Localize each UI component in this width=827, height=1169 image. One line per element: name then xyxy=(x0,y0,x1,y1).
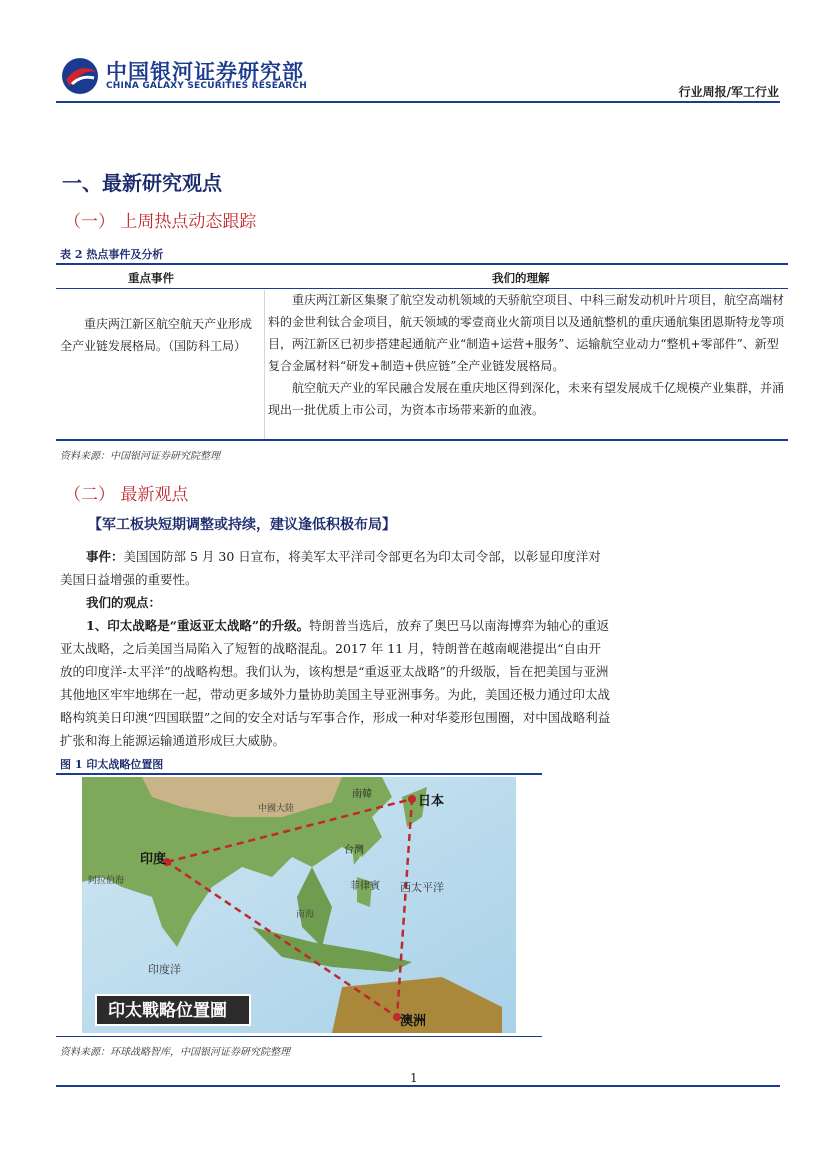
map-label-korea: 南韓 xyxy=(352,789,372,800)
subsection-title-hot-events: （一） 上周热点动态跟踪 xyxy=(64,212,257,232)
point1-bold: 1、印太战略是“重返亚太战略”的升级。 xyxy=(86,618,310,633)
view-label: 我们的观点： xyxy=(86,595,162,610)
header-divider xyxy=(56,101,780,103)
footer-divider xyxy=(56,1085,780,1087)
map-label-arabian-sea: 阿拉伯海 xyxy=(88,876,125,886)
logo-text-en: CHINA GALAXY SECURITIES RESEARCH xyxy=(106,81,307,91)
indo-pacific-map xyxy=(82,777,516,1033)
table-cell-analysis xyxy=(268,289,784,421)
table-bottom-rule xyxy=(56,439,788,441)
logo-text-cn: 中国银河证券研究部 xyxy=(106,60,304,84)
figure-top-rule xyxy=(56,773,542,775)
map-label-taiwan: 台灣 xyxy=(344,845,364,856)
table-column-divider xyxy=(264,290,265,440)
table-caption: 表 2 热点事件及分析 xyxy=(60,248,164,261)
table-header-analysis: 我们的理解 xyxy=(492,271,550,285)
section-title: 一、最新研究观点 xyxy=(62,171,222,195)
body-text xyxy=(60,545,612,752)
figure-caption: 图 1 印太战略位置图 xyxy=(60,758,164,771)
map-title: 印太戰略位置圖 xyxy=(108,1001,227,1021)
thesis-title: 【军工板块短期调整或持续，建议逢低积极布局】 xyxy=(88,517,396,533)
report-type-label: 行业周报/军工行业 xyxy=(678,85,779,99)
map-label-australia: 澳洲 xyxy=(400,1014,427,1029)
table-header xyxy=(56,266,788,288)
map-label-philippines: 菲律賓 xyxy=(350,881,380,892)
analysis-paragraph: 航空航天产业的军民融合发展在重庆地区得到深化，未来有望发展成千亿规模产业集群，并涌现出一批优质上市公司，为资本市场带来新的血液。 xyxy=(268,381,785,417)
map-label-west-pacific: 西太平洋 xyxy=(400,881,444,894)
table-cell-event: 重庆两江新区航空航天产业形成全产业链发展格局。（国防科工局） xyxy=(60,317,253,353)
point1-paragraph xyxy=(60,614,612,752)
point1-text: 特朗普当选后，放弃了奥巴马以南海博弈为轴心的重返亚太战略，之后美国当局陷入了短暂的战略混乱。2017 年 11 月，特朗普在越南岘港提出“自由开放的印度洋-太平洋”的战略构想。我们认为，该构想是“重返亚太战略”的升级版，旨在把美国与亚洲其他地区牢牢地绑在一起，带动更多域外力量协助美国主导亚洲事务。为此，美国还极力通过印太战略构筑美日印澳“四国联盟”之间的安全对话与军事合作，形成一种对华菱形包围圈，对中国战略利益扩张和海上能源运输通道形成巨大威胁。 xyxy=(60,618,611,748)
table-header-event: 重点事件 xyxy=(128,271,174,285)
map-label-south-sea: 南海 xyxy=(296,910,315,920)
subsection-title-latest-view: （二） 最新观点 xyxy=(64,485,189,505)
view-label-paragraph xyxy=(60,591,612,614)
map-label-india: 印度 xyxy=(140,852,167,867)
table-top-rule xyxy=(56,263,788,265)
map-label-japan: 日本 xyxy=(418,794,445,809)
table-source: 资料来源：中国银河证券研究院整理 xyxy=(60,451,220,462)
figure-source: 资料来源：环球战略智库，中国银河证券研究院整理 xyxy=(60,1047,290,1058)
event-text: 美国国防部 5 月 30 日宣布，将美军太平洋司令部更名为印太司令部，以彰显印度洋对美国日益增强的重要性。 xyxy=(60,549,601,587)
map-label-mainland: 中國大陸 xyxy=(258,804,295,814)
event-paragraph xyxy=(60,545,612,591)
japan-marker xyxy=(408,795,416,803)
event-label: 事件： xyxy=(86,549,124,564)
map-label-indian-ocean: 印度洋 xyxy=(148,963,181,976)
analysis-paragraph: 重庆两江新区集聚了航空发动机领域的天骄航空项目、中科三耐发动机叶片项目，航空高端材料的金世利钛合金项目，航天领域的零壹商业火箭项目以及通航整机的重庆通航集团恩斯特龙等项目，两江新区已初步搭建起通航产业“制造+运营+服务”、运输航空业动力“整机+零部件”、新型复合金属材料“研发+制造+供应链”全产业链发展格局。 xyxy=(268,293,785,373)
page-number: 1 xyxy=(410,1071,418,1085)
figure-bottom-rule xyxy=(56,1036,542,1037)
galaxy-logo-icon xyxy=(60,56,100,96)
